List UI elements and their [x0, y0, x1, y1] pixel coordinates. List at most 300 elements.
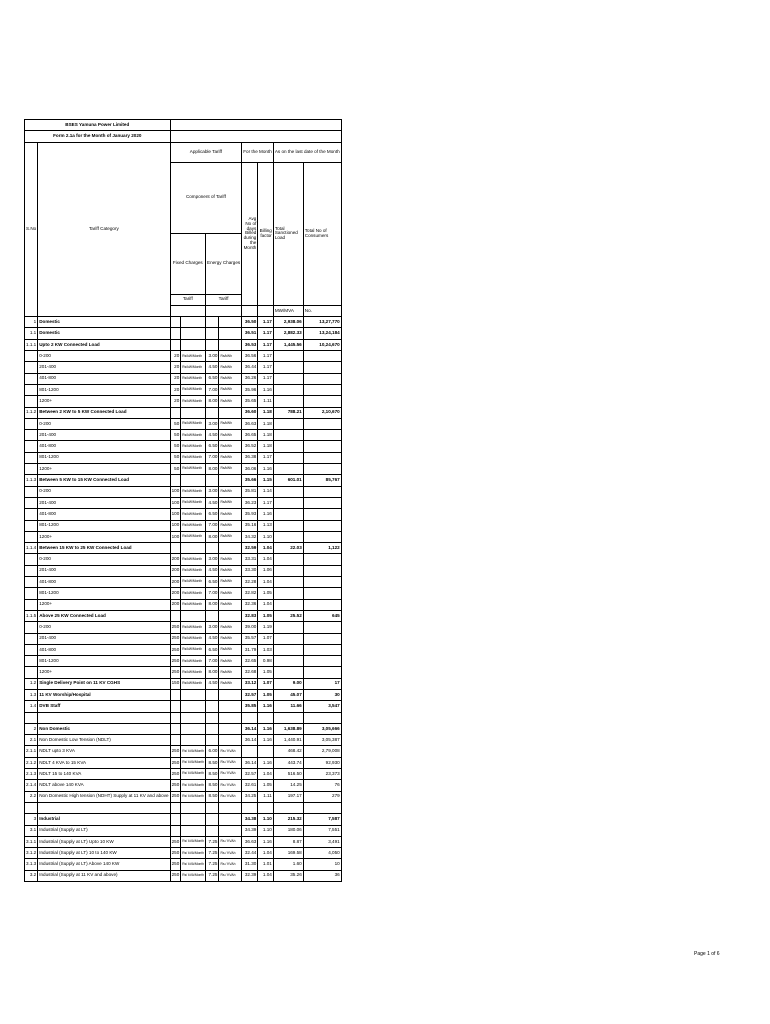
table-row: [25, 317, 342, 328]
fixed-charge-unit-cell: Rs/kW/Month: [181, 622, 206, 633]
table-row: [25, 678, 342, 689]
consumers-cell: [303, 418, 341, 429]
sno-cell: [25, 577, 38, 588]
billing-factor-cell: 1.18: [258, 430, 273, 441]
billing-factor-cell: 1.04: [258, 848, 273, 859]
fixed-charge-cell: 100: [170, 520, 181, 531]
fixed-charge-unit-cell: Rs/kW/Month: [181, 497, 206, 508]
avg-days-cell: 35.16: [242, 520, 258, 531]
fixed-charge-unit-cell: [181, 610, 206, 621]
energy-charge-unit-cell: Rs/kWh: [219, 486, 242, 497]
avg-days-cell: 36.63: [242, 418, 258, 429]
table-row: [25, 757, 342, 768]
billing-factor-cell: 1.17: [258, 373, 273, 384]
sanctioned-load-cell: [273, 644, 303, 655]
fixed-charge-cell: [170, 712, 181, 723]
sno-cell: [25, 520, 38, 531]
sanctioned-load-cell: 468.42: [273, 746, 303, 757]
sno-cell: [25, 802, 38, 813]
energy-charge-unit-cell: Rs/kWh: [219, 464, 242, 475]
energy-charge-unit-cell: Rs/kWh: [219, 667, 242, 678]
sanctioned-load-cell: [273, 656, 303, 667]
fixed-charge-unit-cell: [181, 317, 206, 328]
category-cell: 801-1200: [38, 384, 170, 395]
fixed-charge-unit-cell: Rs/ kVA/Month: [181, 870, 206, 881]
avg-days-cell: 32.39: [242, 870, 258, 881]
table-row: [25, 599, 342, 610]
fixed-charge-unit-cell: Rs/kW/Month: [181, 430, 206, 441]
sno-cell: 3: [25, 814, 38, 825]
sanctioned-load-cell: 516.50: [273, 769, 303, 780]
fixed-charge-cell: [170, 317, 181, 328]
category-cell: 0-200: [38, 418, 170, 429]
billing-factor-cell: 1.18: [258, 441, 273, 452]
table-row: [25, 543, 342, 554]
sno-cell: [25, 351, 38, 362]
fixed-charge-cell: [170, 328, 181, 339]
category-cell: Non Domestic High tension (NDHT) Supply at 11 KV and above: [38, 791, 170, 802]
category-cell: 401-800: [38, 509, 170, 520]
table-row: [25, 509, 342, 520]
table-row: [25, 644, 342, 655]
sno-cell: 2.1.4: [25, 780, 38, 791]
table-row: [25, 396, 342, 407]
energy-charge-cell: 6.50: [206, 373, 219, 384]
avg-days-cell: [242, 746, 258, 757]
fixed-charge-cell: [170, 825, 181, 836]
consumers-header: Total No of Consumers: [303, 162, 341, 305]
sno-cell: [25, 599, 38, 610]
billing-factor-cell: 1.07: [258, 678, 273, 689]
fixed-charge-unit-cell: [181, 475, 206, 486]
category-cell: 0-200: [38, 351, 170, 362]
sanctioned-load-cell: [273, 599, 303, 610]
sno-cell: [25, 633, 38, 644]
energy-charge-unit-cell: Rs/kWh: [219, 656, 242, 667]
avg-days-header: Avg No of days Billed during the Month: [242, 162, 258, 305]
consumers-cell: 279: [303, 791, 341, 802]
table-row: [25, 859, 342, 870]
table-row: [25, 384, 342, 395]
energy-charge-unit-cell: Rs/kWh: [219, 599, 242, 610]
category-cell: Industrial (Supply at LT) Above 140 KW: [38, 859, 170, 870]
category-cell: Between 2 KW to 5 KW Connected Load: [38, 407, 170, 418]
fixed-charge-cell: 20: [170, 351, 181, 362]
category-cell: NDLT above 140 KVA: [38, 780, 170, 791]
category-cell: 201-400: [38, 497, 170, 508]
sanctioned-load-cell: 2,938.06: [273, 317, 303, 328]
fixed-charge-cell: 20: [170, 362, 181, 373]
energy-charge-unit-cell: Rs./ KVAh: [219, 780, 242, 791]
energy-charge-cell: 8.00: [206, 464, 219, 475]
billing-factor-cell: [258, 712, 273, 723]
consumers-cell: [303, 497, 341, 508]
consumers-cell: [303, 520, 341, 531]
table-row: [25, 588, 342, 599]
table-row: [25, 712, 342, 723]
sno-header: S.No: [25, 142, 38, 317]
billing-factor-cell: 1.17: [258, 328, 273, 339]
energy-charge-cell: 7.00: [206, 520, 219, 531]
consumers-cell: 4,050: [303, 848, 341, 859]
avg-days-cell: 35.85: [242, 701, 258, 712]
avg-days-cell: 39.00: [242, 622, 258, 633]
avg-days-cell: 35.93: [242, 509, 258, 520]
fixed-charge-unit-cell: [181, 814, 206, 825]
consumers-cell: [303, 656, 341, 667]
fixed-charge-cell: 250: [170, 633, 181, 644]
table-row: [25, 735, 342, 746]
avg-days-cell: 36.51: [242, 328, 258, 339]
fixed-charge-cell: [170, 723, 181, 734]
fixed-charge-cell: 100: [170, 486, 181, 497]
sno-cell: [25, 497, 38, 508]
billing-factor-cell: 1.16: [258, 723, 273, 734]
category-cell: 1200+: [38, 464, 170, 475]
consumers-cell: 2,10,670: [303, 407, 341, 418]
energy-charge-cell: [206, 689, 219, 700]
avg-days-cell: 32.83: [242, 610, 258, 621]
energy-charge-cell: 8.00: [206, 667, 219, 678]
table-row: [25, 351, 342, 362]
sanctioned-load-cell: [273, 577, 303, 588]
sno-cell: 1.2: [25, 678, 38, 689]
sno-cell: 3.1.3: [25, 859, 38, 870]
unit-load: MW/MVA: [273, 305, 303, 316]
energy-charge-cell: 7.25: [206, 836, 219, 847]
avg-days-cell: 32.68: [242, 667, 258, 678]
avg-days-cell: 36.44: [242, 362, 258, 373]
consumers-cell: 13,24,184: [303, 328, 341, 339]
fixed-charge-cell: 50: [170, 441, 181, 452]
fixed-charge-cell: 250: [170, 780, 181, 791]
category-cell: NDLT 15 to 140 KVA: [38, 769, 170, 780]
billing-factor-cell: 1.16: [258, 701, 273, 712]
consumers-cell: [303, 362, 341, 373]
table-row: [25, 362, 342, 373]
sno-cell: [25, 622, 38, 633]
sno-cell: [25, 396, 38, 407]
as-on-last-date-header: As on the last date of the Month: [273, 142, 341, 162]
avg-days-cell: 36.14: [242, 735, 258, 746]
category-cell: Non Domestic: [38, 723, 170, 734]
fixed-charge-unit-cell: [181, 543, 206, 554]
org-name: BSES Yamuna Power Limited: [25, 120, 171, 131]
sno-cell: 1.1.2: [25, 407, 38, 418]
sanctioned-load-cell: [273, 531, 303, 542]
sno-cell: 1.1: [25, 328, 38, 339]
energy-charge-cell: [206, 814, 219, 825]
page-number: Page 1 of 6: [694, 951, 720, 957]
fixed-charge-unit-cell: Rs/kW/Month: [181, 531, 206, 542]
energy-charge-unit-cell: [219, 610, 242, 621]
avg-days-cell: 36.60: [242, 407, 258, 418]
energy-charge-unit-cell: Rs/kWh: [219, 396, 242, 407]
fixed-charge-cell: 20: [170, 384, 181, 395]
sanctioned-load-cell: 2,882.33: [273, 328, 303, 339]
avg-days-cell: 36.56: [242, 351, 258, 362]
billing-factor-cell: 1.17: [258, 452, 273, 463]
energy-charge-unit-cell: Rs./ KVAh: [219, 791, 242, 802]
fixed-charge-unit-cell: [181, 407, 206, 418]
consumers-cell: [303, 452, 341, 463]
energy-charge-cell: [206, 825, 219, 836]
category-cell: DVB Staff: [38, 701, 170, 712]
fixed-charge-unit-cell: Rs/ kVA/Month: [181, 780, 206, 791]
avg-days-cell: 36.23: [242, 497, 258, 508]
category-cell: NDLT upto 3 KVA: [38, 746, 170, 757]
fixed-charge-cell: 200: [170, 599, 181, 610]
table-row: [25, 486, 342, 497]
sanctioned-load-cell: [273, 373, 303, 384]
avg-days-cell: 36.52: [242, 441, 258, 452]
billing-factor-cell: 1.16: [258, 464, 273, 475]
category-cell: Industrial (Supply at LT): [38, 825, 170, 836]
energy-charge-unit-cell: Rs/kWh: [219, 622, 242, 633]
energy-charge-unit-cell: Rs./ KVAh: [219, 836, 242, 847]
sno-cell: 2.1: [25, 735, 38, 746]
consumers-cell: 85,767: [303, 475, 341, 486]
fixed-charge-cell: 50: [170, 464, 181, 475]
table-row: [25, 418, 342, 429]
energy-charge-cell: [206, 802, 219, 813]
avg-days-cell: 32.82: [242, 588, 258, 599]
sno-cell: 2.1.1: [25, 746, 38, 757]
avg-days-cell: 36.14: [242, 723, 258, 734]
energy-charge-unit-cell: Rs/kWh: [219, 351, 242, 362]
fixed-charge-unit-cell: [181, 328, 206, 339]
avg-days-cell: 32.65: [242, 656, 258, 667]
unit-no: No.: [303, 305, 341, 316]
energy-charge-cell: 8.00: [206, 396, 219, 407]
fixed-charge-unit-cell: Rs/kW/Month: [181, 588, 206, 599]
energy-charge-unit-cell: Rs/kWh: [219, 384, 242, 395]
sno-cell: [25, 464, 38, 475]
sanctioned-load-cell: 601.01: [273, 475, 303, 486]
consumers-cell: [303, 441, 341, 452]
sanctioned-load-cell: [273, 486, 303, 497]
avg-days-cell: 36.38: [242, 452, 258, 463]
sno-cell: [25, 509, 38, 520]
fixed-charge-cell: 250: [170, 746, 181, 757]
sno-cell: 2: [25, 723, 38, 734]
energy-charge-cell: [206, 407, 219, 418]
energy-charge-cell: 8.50: [206, 791, 219, 802]
fixed-charge-unit-cell: Rs/kW/Month: [181, 418, 206, 429]
consumers-cell: [303, 384, 341, 395]
sno-cell: [25, 644, 38, 655]
billing-factor-cell: 1.16: [258, 509, 273, 520]
category-cell: 401-800: [38, 441, 170, 452]
fixed-charge-unit-cell: Rs/kW/Month: [181, 565, 206, 576]
table-row: [25, 464, 342, 475]
billing-factor-cell: 1.04: [258, 543, 273, 554]
fixed-charge-cell: 100: [170, 509, 181, 520]
sno-cell: 1.3: [25, 689, 38, 700]
energy-charge-unit-cell: Rs/kWh: [219, 531, 242, 542]
table-row: [25, 622, 342, 633]
energy-charge-cell: 4.50: [206, 678, 219, 689]
energy-charge-unit-cell: Rs./ KVAh: [219, 870, 242, 881]
table-row: [25, 497, 342, 508]
billing-factor-cell: 1.17: [258, 339, 273, 350]
consumers-cell: [303, 396, 341, 407]
energy-charge-cell: 7.25: [206, 859, 219, 870]
billing-factor-cell: 1.04: [258, 554, 273, 565]
table-row: [25, 723, 342, 734]
sno-cell: [25, 362, 38, 373]
fixed-charge-cell: 200: [170, 565, 181, 576]
energy-charge-unit-cell: Rs/kWh: [219, 520, 242, 531]
fixed-charge-cell: 250: [170, 622, 181, 633]
consumers-cell: 2,79,008: [303, 746, 341, 757]
fixed-charge-cell: 250: [170, 769, 181, 780]
energy-charge-unit-cell: [219, 317, 242, 328]
sanctioned-load-cell: 443.74: [273, 757, 303, 768]
sanctioned-load-cell: 788.21: [273, 407, 303, 418]
billing-factor-cell: 1.04: [258, 870, 273, 881]
table-row: [25, 373, 342, 384]
consumers-cell: 3,491: [303, 836, 341, 847]
energy-charge-cell: [206, 712, 219, 723]
energy-charge-cell: 3.00: [206, 486, 219, 497]
fixed-charge-unit-cell: Rs/ kVA/Month: [181, 757, 206, 768]
sno-cell: 1.1.3: [25, 475, 38, 486]
billing-factor-cell: [258, 802, 273, 813]
consumers-cell: 76: [303, 780, 341, 791]
energy-charge-unit-cell: Rs./ KVAh: [219, 848, 242, 859]
billing-factor-cell: 1.18: [258, 418, 273, 429]
table-row: [25, 701, 342, 712]
consumers-cell: 3,547: [303, 701, 341, 712]
sanctioned-load-cell: 180.06: [273, 825, 303, 836]
fixed-charge-unit-cell: Rs/kW/Month: [181, 667, 206, 678]
fixed-charge-unit-cell: [181, 802, 206, 813]
component-of-tariff-header: Component of Tariff: [170, 162, 242, 233]
avg-days-cell: 32.57: [242, 769, 258, 780]
consumers-cell: 3,05,387: [303, 735, 341, 746]
energy-charge-unit-cell: [219, 407, 242, 418]
table-row: [25, 430, 342, 441]
sno-cell: [25, 373, 38, 384]
energy-charge-unit-cell: Rs/kWh: [219, 441, 242, 452]
billing-factor-cell: 1.17: [258, 317, 273, 328]
fixed-charge-unit-cell: Rs/kW/Month: [181, 384, 206, 395]
avg-days-cell: 34.38: [242, 814, 258, 825]
energy-charge-cell: [206, 735, 219, 746]
sanctioned-load-cell: 1.60: [273, 859, 303, 870]
table-row: [25, 848, 342, 859]
energy-charge-unit-cell: Rs/kWh: [219, 362, 242, 373]
sanctioned-load-cell: [273, 452, 303, 463]
energy-charge-cell: 4.50: [206, 362, 219, 373]
energy-charge-unit-cell: Rs/kWh: [219, 418, 242, 429]
energy-charge-cell: 7.25: [206, 870, 219, 881]
consumers-cell: 23,373: [303, 769, 341, 780]
fixed-charge-cell: [170, 339, 181, 350]
category-cell: Industrial: [38, 814, 170, 825]
consumers-cell: [303, 464, 341, 475]
energy-charge-cell: 7.00: [206, 588, 219, 599]
avg-days-cell: 32.44: [242, 848, 258, 859]
tariff-table: [24, 119, 342, 882]
fixed-charge-cell: [170, 735, 181, 746]
sanctioned-load-cell: [273, 633, 303, 644]
energy-charge-cell: [206, 701, 219, 712]
avg-days-cell: 33.12: [242, 678, 258, 689]
avg-days-cell: 33.30: [242, 565, 258, 576]
fixed-charge-unit-cell: Rs/kW/Month: [181, 577, 206, 588]
fixed-charge-cell: 250: [170, 656, 181, 667]
energy-charge-unit-cell: Rs/kWh: [219, 509, 242, 520]
energy-charge-unit-cell: Rs./ KVAh: [219, 746, 242, 757]
avg-days-cell: 35.57: [242, 633, 258, 644]
energy-charges-header: Energy Charges: [206, 233, 242, 294]
energy-charge-unit-cell: [219, 723, 242, 734]
billing-factor-cell: 1.16: [258, 735, 273, 746]
energy-charge-cell: 6.00: [206, 746, 219, 757]
consumers-cell: [303, 565, 341, 576]
sanctioned-load-cell: [273, 554, 303, 565]
consumers-cell: [303, 554, 341, 565]
category-cell: Between 15 KW to 25 KW Connected Load: [38, 543, 170, 554]
category-cell: NDLT 4 KVA to 15 KVA: [38, 757, 170, 768]
energy-charge-cell: 8.50: [206, 769, 219, 780]
energy-charge-cell: 8.50: [206, 757, 219, 768]
fixed-charge-unit-cell: Rs/kW/Month: [181, 441, 206, 452]
energy-charge-unit-cell: [219, 712, 242, 723]
billing-factor-cell: 1.05: [258, 610, 273, 621]
fixed-charge-unit-cell: Rs/kW/Month: [181, 464, 206, 475]
energy-charge-unit-cell: Rs/kWh: [219, 497, 242, 508]
sanctioned-load-cell: [273, 464, 303, 475]
avg-days-cell: 35.66: [242, 475, 258, 486]
billing-factor-cell: 1.04: [258, 577, 273, 588]
sanctioned-load-cell: 25.52: [273, 610, 303, 621]
category-cell: Non Domestic Low Tension (NDLT): [38, 735, 170, 746]
sanctioned-load-cell: [273, 362, 303, 373]
consumers-cell: 7,551: [303, 825, 341, 836]
billing-factor-cell: 1.07: [258, 633, 273, 644]
category-cell: 1200+: [38, 599, 170, 610]
energy-charge-cell: [206, 723, 219, 734]
energy-charge-unit-cell: [219, 475, 242, 486]
category-cell: 801-1200: [38, 520, 170, 531]
fixed-charge-unit-cell: Rs/kW/Month: [181, 452, 206, 463]
billing-factor-cell: 1.01: [258, 859, 273, 870]
energy-charge-cell: 3.00: [206, 554, 219, 565]
table-row: [25, 633, 342, 644]
table-row: [25, 836, 342, 847]
billing-factor-cell: [258, 746, 273, 757]
sanctioned-load-cell: 14.25: [273, 780, 303, 791]
fixed-charge-cell: 250: [170, 848, 181, 859]
sanctioned-load-cell: 197.17: [273, 791, 303, 802]
fixed-charge-unit-cell: Rs/ kVA/Month: [181, 769, 206, 780]
category-cell: Domestic: [38, 328, 170, 339]
category-cell: Industrial (Supply at LT) Upto 10 KW: [38, 836, 170, 847]
sno-cell: [25, 486, 38, 497]
avg-days-cell: 35.65: [242, 396, 258, 407]
fixed-charge-unit-cell: Rs/ kVA/Month: [181, 848, 206, 859]
avg-days-cell: 35.96: [242, 384, 258, 395]
sanctioned-load-cell: [273, 396, 303, 407]
sno-cell: [25, 418, 38, 429]
billing-factor-cell: 1.04: [258, 769, 273, 780]
billing-factor-cell: 1.04: [258, 599, 273, 610]
fixed-charge-unit-cell: [181, 712, 206, 723]
fixed-charge-cell: 20: [170, 396, 181, 407]
